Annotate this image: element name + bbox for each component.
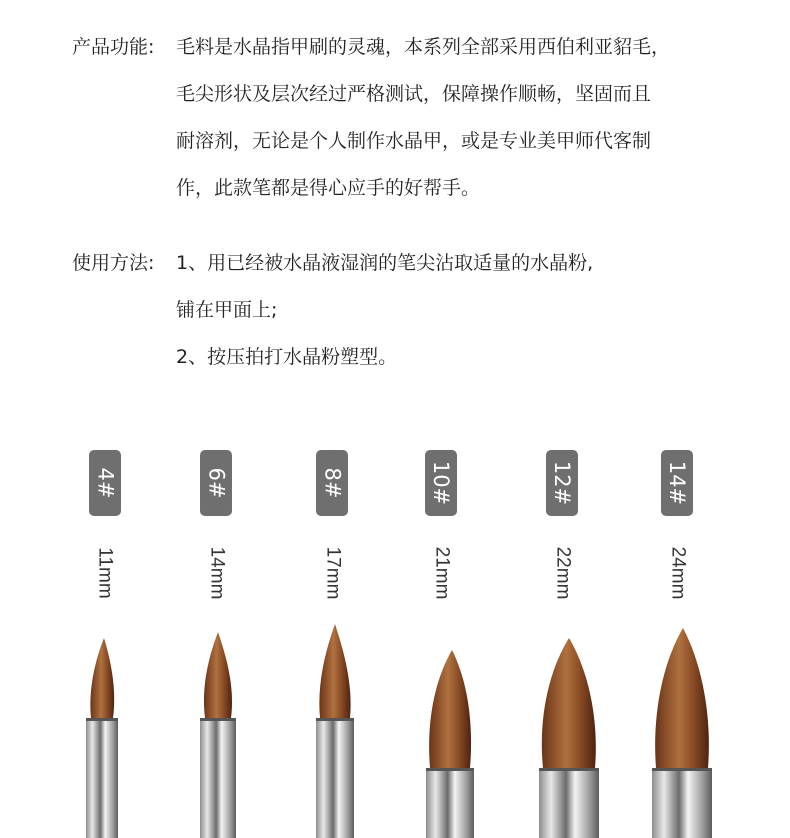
- brush-6: [200, 632, 236, 838]
- bristle-length: [196, 538, 236, 608]
- function-label: 产品功能:: [72, 36, 155, 58]
- function-line-3: 耐溶剂，无论是个人制作水晶甲，或是专业美甲师代客制: [176, 130, 652, 152]
- function-row-2: [176, 69, 670, 116]
- size-badge: [425, 450, 457, 516]
- length-label: 14mm: [206, 546, 228, 600]
- brush-column: [196, 450, 236, 608]
- brush-8: [316, 624, 354, 838]
- brushes-illustration: [0, 618, 790, 838]
- brush-14: [652, 628, 712, 838]
- size-label: 10#: [429, 460, 454, 506]
- length-label: 22mm: [552, 546, 574, 600]
- usage-row-3: [176, 332, 593, 379]
- usage-line-1: 1、用已经被水晶液湿润的笔尖沾取适量的水晶粉,: [176, 252, 594, 274]
- usage-line-3: 2、按压拍打水晶粉塑型。: [176, 346, 398, 368]
- brush-column: [312, 450, 352, 608]
- size-badge: [200, 450, 232, 516]
- function-row-4: [176, 163, 670, 210]
- brush-column: [657, 450, 697, 608]
- brush-column: [421, 450, 461, 608]
- brush-column: [85, 450, 125, 608]
- length-label: 24mm: [667, 546, 689, 600]
- size-label: 8#: [320, 467, 344, 499]
- length-label: 11mm: [95, 547, 117, 599]
- size-label: 4#: [93, 467, 117, 499]
- bristle-length: [312, 538, 352, 608]
- usage-row-1: [72, 238, 593, 285]
- size-badge: [89, 450, 121, 516]
- bristle-length: [657, 538, 697, 608]
- length-label: 17mm: [322, 546, 344, 600]
- brush-column: [542, 450, 582, 608]
- bristle-length: [421, 538, 461, 608]
- size-label: 12#: [550, 460, 575, 506]
- size-label: 6#: [204, 467, 228, 499]
- usage-section: [72, 238, 593, 379]
- size-badge: [316, 450, 348, 516]
- function-line-2: 毛尖形状及层次经过严格测试，保障操作顺畅，坚固而且: [176, 83, 652, 105]
- function-line-4: 作，此款笔都是得心应手的好帮手。: [176, 177, 481, 199]
- function-row-3: [176, 116, 670, 163]
- bristle-length: [542, 538, 582, 608]
- size-label: 14#: [665, 460, 690, 506]
- function-line-1: 毛料是水晶指甲刷的灵魂，本系列全部采用西伯利亚貂毛，: [176, 36, 671, 58]
- usage-label: 使用方法:: [72, 252, 155, 274]
- size-badge: [546, 450, 578, 516]
- brush-4: [86, 638, 118, 838]
- function-row-1: [72, 22, 670, 69]
- usage-row-2: [176, 285, 593, 332]
- size-badge: [661, 450, 693, 516]
- product-function-section: [72, 22, 670, 210]
- bristle-length: [85, 538, 125, 608]
- usage-line-2: 铺在甲面上;: [176, 299, 278, 321]
- brush-10: [426, 650, 474, 838]
- length-label: 21mm: [431, 546, 453, 600]
- brush-12: [539, 638, 599, 838]
